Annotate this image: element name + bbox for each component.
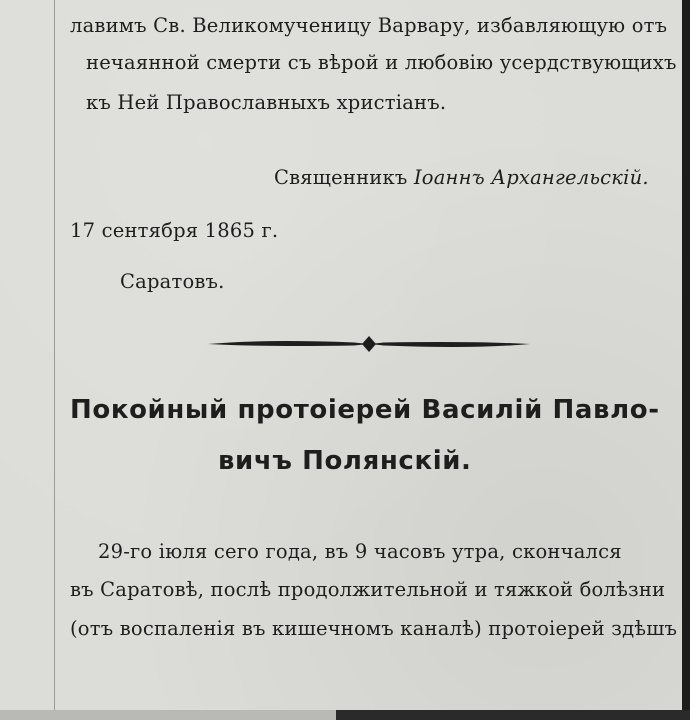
date-line: 17 сентября 1865 г.	[70, 219, 279, 242]
scan-bottom-edge-light	[0, 710, 336, 720]
text-line-2: нечаянной смерти съ вѣрой и любовію усердствующихъ	[86, 51, 677, 74]
place-line: Саратовъ.	[120, 270, 225, 293]
signature-name: Іоаннъ Архангельскій.	[413, 166, 649, 189]
scan-bottom-edge	[0, 710, 690, 720]
ornamental-rule-icon	[204, 330, 534, 358]
body-line-2: въ Саратовѣ, послѣ продолжительной и тяжкой болѣзни	[70, 578, 666, 601]
article-heading-line-2: вичъ Полянскій.	[218, 446, 472, 476]
text-line-3: къ Ней Православныхъ христіанъ.	[86, 91, 447, 114]
page-margin-line	[54, 0, 55, 710]
body-line-1: 29-го іюля сего года, въ 9 часовъ утра, скончался	[98, 540, 622, 563]
signature-prefix: Священникъ	[274, 166, 408, 189]
signature	[274, 166, 649, 189]
text-line-1: лавимъ Св. Великомученицу Варвару, избавляющую отъ	[70, 14, 668, 37]
body-line-3: (отъ воспаленія въ кишечномъ каналѣ) протоіерей здѣшъ	[70, 617, 678, 640]
article-heading-line-1: Покойный протоіерей Василій Павло-	[70, 395, 660, 425]
